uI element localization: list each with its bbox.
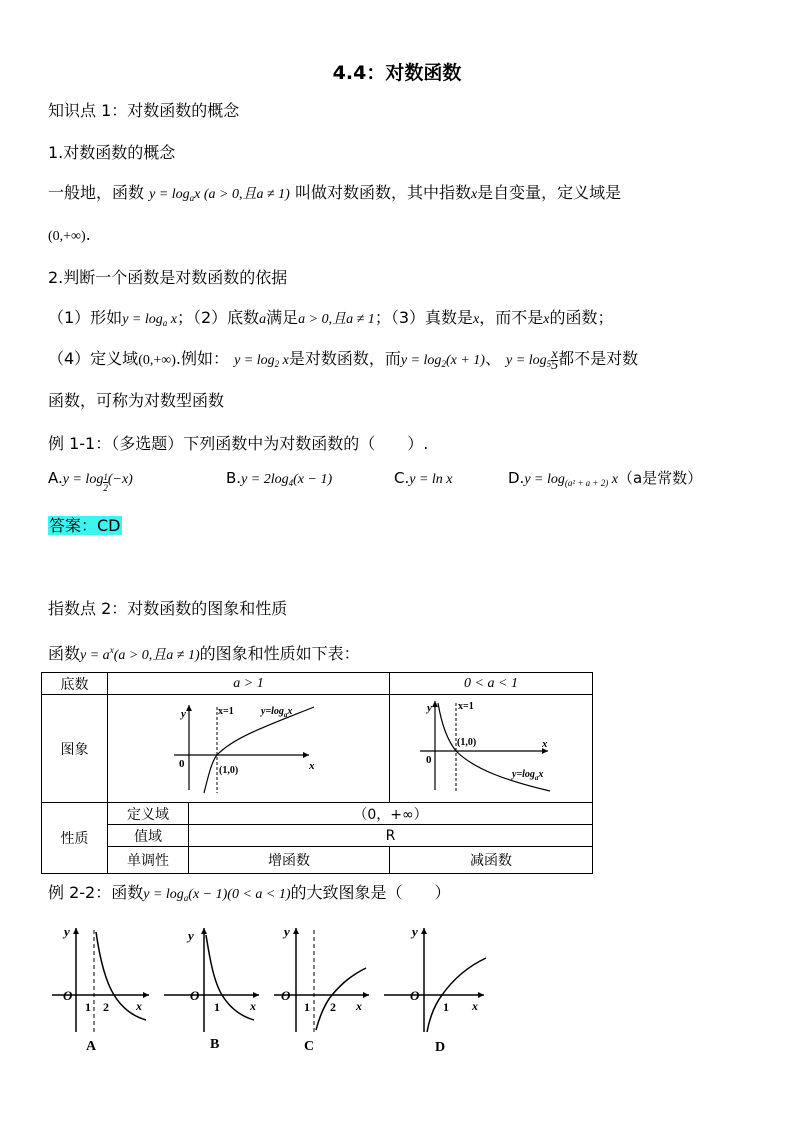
- svg-text:y: y: [64, 924, 70, 939]
- svg-text:O: O: [410, 988, 420, 1003]
- kp1-heading: 知识点 1：对数函数的概念: [48, 101, 240, 120]
- graph-b: [164, 928, 259, 1052]
- graph-b-label: B: [210, 1037, 220, 1052]
- g1-origin: 0: [178, 758, 184, 770]
- graph-decreasing-svg: [390, 695, 592, 798]
- prop-range-label: 值域: [108, 825, 189, 847]
- example-log2: $y = \log_2 x$: [234, 353, 289, 369]
- svg-text:2: 2: [103, 1000, 109, 1014]
- example-1-1-answer: 答案：CD: [49, 516, 121, 535]
- example-log2-x-plus-1: $y = \log_2(x + 1)$: [400, 353, 485, 369]
- s2-formula-log: $y = \log_a x$: [122, 312, 177, 328]
- example-2-2-graphs: [44, 920, 504, 1060]
- s1-domain: (0,+∞): [48, 229, 86, 244]
- svg-text:x: x: [356, 999, 362, 1013]
- graph-a: [52, 924, 149, 1054]
- header-a-gt-1: a > 1: [108, 673, 390, 695]
- graph-increasing: [108, 695, 390, 803]
- svg-text:x: x: [136, 999, 142, 1013]
- graph-c-label: C: [304, 1039, 315, 1054]
- exp-formula: $y = a^x(a > 0$,且a ≠ 1): [80, 645, 200, 663]
- example-1-1-question: 例 1-1：（多选题）下列函数中为对数函数的（ ）.: [48, 434, 429, 453]
- s1-text-b: 叫做对数函数，其中指数: [294, 183, 471, 202]
- g1-point-label: (1,0): [218, 765, 238, 776]
- g1-x-label: x: [308, 760, 314, 772]
- graph-decreasing: [390, 695, 593, 803]
- kp2-heading: 指数点 2：对数函数的图象和性质: [48, 599, 288, 618]
- g2-curve-label: $y=\log_ax$: [512, 769, 544, 782]
- graph-increasing-svg: [109, 695, 389, 798]
- g2-y-label: y: [427, 702, 432, 714]
- graph-a-label: A: [86, 1039, 97, 1054]
- prop-domain-label: 定义域: [108, 803, 189, 825]
- svg-text:1: 1: [214, 1000, 220, 1014]
- s1-heading: 1.对数函数的概念: [48, 143, 176, 162]
- s1-text-a: 一般地，函数: [48, 183, 145, 202]
- g2-origin: 0: [426, 754, 432, 766]
- svg-text:y: y: [284, 924, 290, 939]
- svg-text:O: O: [281, 988, 291, 1003]
- prop-monotonic-decreasing: 减函数: [390, 847, 593, 874]
- row-graph-label: 图象: [42, 695, 108, 803]
- svg-text:x: x: [472, 999, 478, 1013]
- svg-text:x: x: [250, 999, 256, 1013]
- prop-range-value: R: [189, 825, 593, 847]
- example-2-2-question: 例 2-2：函数$y = \log_a(x - 1)(0 < a < 1)$的大致图象是（ ）: [48, 883, 451, 903]
- graph-c: [274, 924, 369, 1054]
- g2-point-label: (1,0): [457, 737, 477, 748]
- svg-text:O: O: [63, 988, 73, 1003]
- svg-text:2: 2: [330, 1000, 336, 1014]
- g1-y-label: y: [180, 708, 186, 720]
- s1-formula: $y = \log_ax$ (a > 0,且a ≠ 1): [149, 187, 290, 203]
- s2-line1: （1）形如$y = \log_a x$；（2）底数a满足a > 0,且a ≠ 1；（3）真数是x，而不是x的函数；: [48, 308, 614, 328]
- svg-text:y: y: [412, 924, 418, 939]
- svg-text:1: 1: [443, 1000, 449, 1014]
- s2-heading: 2.判断一个函数是对数函数的依据: [48, 268, 288, 287]
- prop-monotonic-increasing: 增函数: [189, 847, 390, 874]
- row-props-label: 性质: [42, 803, 108, 874]
- s2-line3: 函数，可称为对数型函数: [48, 391, 225, 410]
- option-d: $D.y = \log_{(a^2 + a + 2)} x(a$是常数）: [508, 469, 703, 488]
- svg-text:O: O: [190, 988, 200, 1003]
- g2-x-label: x: [542, 738, 548, 750]
- option-a: A.y = log $\frac{1}{2}$ (−x): [48, 469, 133, 493]
- prop-domain-value: （0，+∞）: [189, 803, 593, 825]
- option-b: $B.y = 2\log_4(x - 1)$: [226, 469, 333, 488]
- header-a-lt-1: 0 < a < 1: [390, 673, 593, 695]
- s1-paragraph: [48, 182, 621, 209]
- s1-domain-line: (0,+∞).: [48, 225, 91, 244]
- page-title: 4.4：对数函数: [332, 62, 462, 84]
- g2-vline-label: x=1: [458, 701, 474, 712]
- graph-d: [384, 924, 486, 1055]
- s1-var-x: x: [470, 187, 478, 202]
- graph-d-label: D: [435, 1040, 446, 1055]
- kp2-intro: 函数$y = a^x(a > 0$,且a ≠ 1)的图象和性质如下表：: [48, 644, 360, 663]
- properties-table: [41, 672, 593, 874]
- s2-line2: （4）定义域(0,+∞).例如： $y = \log_2 x$是对数函数，而$y = \log_2(x + 1)$、 $y = \log_5$ $\frac{x}{5}$ 都不是对数: [48, 347, 639, 374]
- svg-text:1: 1: [304, 1000, 310, 1014]
- svg-text:1: 1: [85, 1000, 91, 1014]
- option-c: C.y = ln x: [394, 469, 453, 487]
- svg-text:y: y: [188, 928, 194, 943]
- ex22-formula: $y = \log_a(x - 1)(0 < a < 1)$: [143, 887, 291, 903]
- prop-monotonic-label: 单调性: [108, 847, 189, 874]
- g1-vline-label: x=1: [217, 706, 234, 717]
- g1-curve-label: $y=\log_ax$: [260, 706, 292, 719]
- s2-condition: a > 0,且a ≠ 1: [298, 312, 375, 327]
- example-log5-x-over-5: $y = \log_5$ $\frac{x}{5}$: [506, 347, 559, 374]
- header-base: 底数: [42, 673, 108, 695]
- s1-text-c: 是自变量，定义域是: [477, 183, 622, 202]
